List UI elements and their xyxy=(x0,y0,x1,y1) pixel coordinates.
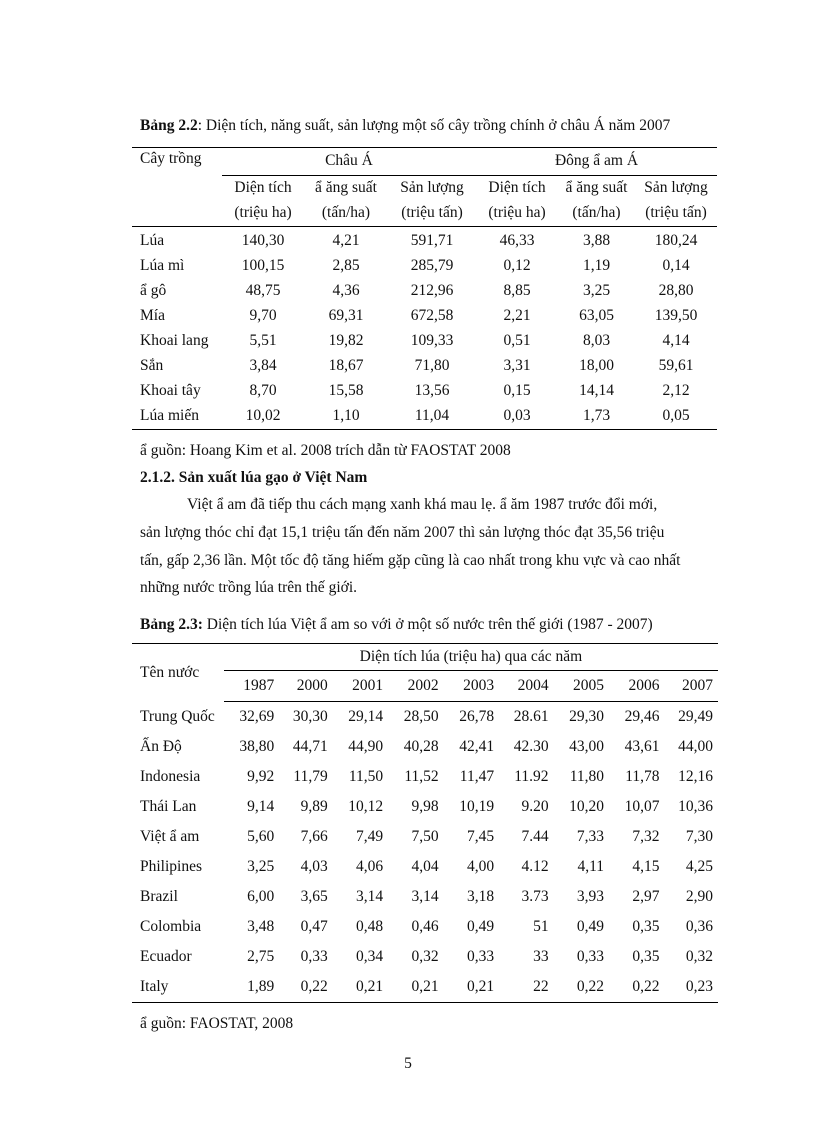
table-cell: 0,14 xyxy=(662,257,690,274)
row-label: Mía xyxy=(140,307,165,324)
table-cell: 10,07 xyxy=(624,798,660,815)
metric-header: Diện tích xyxy=(488,179,546,196)
table-cell: 71,80 xyxy=(414,357,450,374)
section-paragraph xyxy=(140,491,720,602)
table-cell: 43,00 xyxy=(569,738,605,755)
unit-header: (tấn/ha) xyxy=(304,201,388,227)
table-cell: 18,00 xyxy=(579,357,614,374)
table-cell: 0,48 xyxy=(356,918,384,935)
table-cell: 3.73 xyxy=(521,888,549,905)
row-label: Lúa miến xyxy=(132,404,222,430)
table-row xyxy=(132,762,718,792)
table-cell: 7,66 xyxy=(300,828,328,845)
table-cell: 0,35 xyxy=(632,918,660,935)
row-label: Colombia xyxy=(140,918,202,935)
col-country-header: Tên nước xyxy=(132,644,224,702)
table-cell: 139,50 xyxy=(654,307,698,324)
table-cell: 5,60 xyxy=(247,828,275,845)
table-cell: 69,31 xyxy=(328,307,364,324)
table-cell: 28,80 xyxy=(658,282,694,299)
row-label: Philipines xyxy=(140,858,203,875)
row-label: Lúa mì xyxy=(140,257,185,274)
table-cell: 46,33 xyxy=(499,232,535,249)
table-2-3-body xyxy=(132,702,718,1003)
table-cell: 11,47 xyxy=(459,768,495,785)
col-crop-header: Cây trồng xyxy=(132,148,222,176)
row-label: Khoai tây xyxy=(140,382,201,399)
paragraph-line: những nước trồng lúa trên thế giới. xyxy=(140,579,357,597)
table-cell: 285,79 xyxy=(410,257,454,274)
row-label: Ecuador xyxy=(140,948,192,965)
table-cell: 7,32 xyxy=(632,828,660,845)
table-row xyxy=(132,379,717,404)
table-cell: 11,79 xyxy=(293,768,328,785)
table-row xyxy=(132,354,717,379)
table-cell: 9,98 xyxy=(411,798,439,815)
table-cell: 3,93 xyxy=(576,888,605,905)
table-cell: 43,61 xyxy=(624,738,660,755)
table-cell: 3,88 xyxy=(582,232,611,249)
unit-header-row xyxy=(132,201,717,227)
table-cell: 4.12 xyxy=(521,858,549,875)
table-cell: 2,21 xyxy=(503,307,531,324)
table-cell: 3,84 xyxy=(249,357,277,374)
year-header: 2004 xyxy=(499,671,553,702)
table-cell: 9,92 xyxy=(247,768,275,785)
table-cell: 10,36 xyxy=(678,798,713,815)
table-cell: 26,78 xyxy=(459,708,495,725)
table-2-3 xyxy=(132,643,718,1003)
table-cell: 100,15 xyxy=(241,257,285,274)
row-label: ẩ gô xyxy=(140,282,167,299)
table-cell: 0,49 xyxy=(576,918,605,935)
table-cell: 29,49 xyxy=(678,708,713,725)
table-cell: 42,41 xyxy=(459,738,495,755)
table-cell: 109,33 xyxy=(410,332,454,349)
paragraph-line: sản lượng thóc chỉ đạt 15,1 triệu tấn đến năm 2007 thì sản lượng thóc đạt 35,56 triệu xyxy=(140,523,665,541)
table-cell: 29,46 xyxy=(624,708,660,725)
table-cell: 0,21 xyxy=(444,972,499,1003)
table-cell: 44,00 xyxy=(678,738,713,755)
table-cell: 10,20 xyxy=(569,798,605,815)
table-cell: 140,30 xyxy=(241,232,285,249)
table-cell: 8,70 xyxy=(249,382,277,399)
table-cell: 28.61 xyxy=(513,708,549,725)
table-cell: 63,05 xyxy=(579,307,614,324)
table-header-row xyxy=(132,148,717,176)
table-cell: 3,25 xyxy=(582,282,611,299)
unit-header: (triệu ha) xyxy=(222,201,304,227)
table-cell: 15,58 xyxy=(328,382,364,399)
table-cell: 2,97 xyxy=(632,888,660,905)
table-cell: 42.30 xyxy=(513,738,549,755)
table-2-2 xyxy=(132,147,717,430)
table-cell: 9,89 xyxy=(300,798,328,815)
table-row xyxy=(132,822,718,852)
caption-text: : Diện tích, năng suất, sản lượng một số cây trồng chính ở châu Á năm 2007 xyxy=(197,117,671,134)
table-cell: 44,71 xyxy=(292,738,328,755)
table-cell: 0,35 xyxy=(632,948,660,965)
year-header: 2006 xyxy=(609,671,664,702)
table-cell: 8,03 xyxy=(582,332,611,349)
paragraph-line: Việt ẩ am đã tiếp thu cách mạng xanh khá mau lẹ. ẩ ăm 1987 trước đổi mới, xyxy=(187,496,658,513)
table-cell: 1,73 xyxy=(558,404,635,430)
table-cell: 0,15 xyxy=(503,382,531,399)
row-label: Ấn Độ xyxy=(140,738,182,755)
table-cell: 2,75 xyxy=(247,948,275,965)
table-cell: 19,82 xyxy=(328,332,364,349)
row-label: Italy xyxy=(132,972,224,1003)
table-cell: 10,12 xyxy=(348,798,384,815)
table-cell: 59,61 xyxy=(658,357,694,374)
metric-header-row xyxy=(132,175,717,201)
table-cell: 51 xyxy=(533,918,549,935)
metric-header: ẩ ăng suất xyxy=(565,179,628,196)
table-row xyxy=(132,972,718,1003)
table-cell: 7,49 xyxy=(356,828,384,845)
table-cell: 4,04 xyxy=(411,858,439,875)
table-cell: 7,50 xyxy=(411,828,439,845)
table-cell: 11,52 xyxy=(404,768,439,785)
table-cell: 3,18 xyxy=(466,888,495,905)
table-cell: 0,21 xyxy=(333,972,388,1003)
table-row xyxy=(132,702,718,733)
table-cell: 672,58 xyxy=(410,307,454,324)
table-cell: 32,69 xyxy=(239,708,275,725)
year-header: 1987 xyxy=(224,671,279,702)
table-cell: 4,00 xyxy=(466,858,495,875)
caption-text: Diện tích lúa Việt ẩ am so với ở một số nước trên thế giới (1987 - 2007) xyxy=(202,616,653,633)
unit-header: (triệu tấn) xyxy=(388,201,476,227)
table-cell: 33 xyxy=(533,948,549,965)
group-header-asia: Châu Á xyxy=(222,148,476,176)
table-cell: 48,75 xyxy=(245,282,281,299)
paragraph-line: tấn, gấp 2,36 lần. Một tốc độ tăng hiếm gặp cũng là cao nhất trong khu vực và cao nhất xyxy=(140,551,681,569)
metric-header: ẩ ăng suất xyxy=(315,179,377,196)
table-cell: 11,78 xyxy=(625,768,660,785)
table-row xyxy=(132,792,718,822)
table-cell: 11.92 xyxy=(514,768,549,785)
row-label: Lúa xyxy=(140,232,165,249)
table-row xyxy=(132,329,717,354)
table-cell: 0,21 xyxy=(388,972,443,1003)
table-cell: 30,30 xyxy=(292,708,328,725)
table-2-3-source: ẩ guồn: FAOSTAT, 2008 xyxy=(140,1015,294,1032)
table-cell: 0,32 xyxy=(685,948,713,965)
table-row xyxy=(132,942,718,972)
table-cell: 4,14 xyxy=(662,332,690,349)
table-cell: 0,33 xyxy=(466,948,495,965)
table-cell: 0,23 xyxy=(665,972,719,1003)
metric-header: Sản lượng xyxy=(400,179,464,196)
section-heading: 2.1.2. Sản xuất lúa gạo ở Việt Nam xyxy=(140,469,368,486)
table-cell: 5,51 xyxy=(249,332,277,349)
table-cell: 1,89 xyxy=(224,972,279,1003)
year-header: 2002 xyxy=(388,671,443,702)
table-cell: 29,14 xyxy=(348,708,384,725)
table-cell: 4,03 xyxy=(300,858,328,875)
table-cell: 0,47 xyxy=(300,918,328,935)
table-cell: 3,48 xyxy=(247,918,275,935)
table-cell: 22 xyxy=(499,972,553,1003)
table-cell: 7.44 xyxy=(521,828,549,845)
table-cell: 0,33 xyxy=(576,948,605,965)
row-label: Trung Quốc xyxy=(140,707,215,725)
table-cell: 0,05 xyxy=(635,404,717,430)
table-cell: 13,56 xyxy=(414,382,450,399)
table-cell: 9,70 xyxy=(249,307,277,324)
table-row xyxy=(132,882,718,912)
table-2-3-caption xyxy=(140,616,720,634)
table-2-2-body xyxy=(132,226,717,429)
unit-header: (tấn/ha) xyxy=(558,201,635,227)
table-cell: 7,33 xyxy=(576,828,605,845)
table-cell: 44,90 xyxy=(348,738,384,755)
table-cell: 3,14 xyxy=(356,888,384,905)
table-header-row xyxy=(132,644,718,671)
table-cell: 12,16 xyxy=(678,768,713,785)
table-cell: 28,50 xyxy=(403,708,439,725)
table-cell: 7,45 xyxy=(466,828,495,845)
unit-header: (triệu ha) xyxy=(476,201,558,227)
table-cell: 0,51 xyxy=(503,332,531,349)
metric-header: Diện tích xyxy=(234,179,292,196)
table-cell: 11,04 xyxy=(388,404,476,430)
table-cell: 0,03 xyxy=(476,404,558,430)
table-cell: 8,85 xyxy=(503,282,531,299)
table-cell: 212,96 xyxy=(410,282,454,299)
table-cell: 10,02 xyxy=(222,404,304,430)
table-cell: 11,80 xyxy=(569,768,605,785)
table-row xyxy=(132,304,717,329)
table-cell: 6,00 xyxy=(247,888,275,905)
table-cell: 0,22 xyxy=(279,972,332,1003)
table-cell: 0,49 xyxy=(466,918,495,935)
table-cell: 3,14 xyxy=(411,888,439,905)
table-row xyxy=(132,852,718,882)
metric-header: Sản lượng xyxy=(644,179,708,196)
page-number: 5 xyxy=(404,1055,412,1072)
table-cell: 0,46 xyxy=(411,918,439,935)
caption-label: Bảng 2.2 xyxy=(140,117,198,134)
row-label: Sắn xyxy=(140,357,164,374)
table-2-2-source: ẩ guồn: Hoang Kim et al. 2008 trích dẫn từ FAOSTAT 2008 xyxy=(140,442,511,459)
table-cell: 3,25 xyxy=(247,858,275,875)
group-header-area: Diện tích lúa (triệu ha) qua các năm xyxy=(224,644,718,671)
table-cell: 1,19 xyxy=(582,257,611,274)
row-label: Khoai lang xyxy=(140,332,209,349)
table-cell: 4,21 xyxy=(332,232,360,249)
table-row xyxy=(132,912,718,942)
table-cell: 3,31 xyxy=(503,357,531,374)
table-cell: 4,11 xyxy=(577,858,605,875)
caption-label: Bảng 2.3: xyxy=(140,616,203,633)
table-row xyxy=(132,732,718,762)
table-cell: 4,36 xyxy=(332,282,360,299)
table-cell: 9,14 xyxy=(247,798,275,815)
table-cell: 1,10 xyxy=(304,404,388,430)
table-2-2-caption xyxy=(140,117,720,135)
table-cell: 7,30 xyxy=(685,828,713,845)
unit-header: (triệu tấn) xyxy=(635,201,717,227)
year-header: 2007 xyxy=(665,671,719,702)
table-cell: 2,12 xyxy=(662,382,690,399)
table-cell: 591,71 xyxy=(410,232,454,249)
table-cell: 0,22 xyxy=(609,972,664,1003)
year-header: 2000 xyxy=(279,671,332,702)
table-cell: 4,25 xyxy=(685,858,713,875)
table-cell: 0,32 xyxy=(411,948,439,965)
table-cell: 0,12 xyxy=(503,257,531,274)
table-cell: 9.20 xyxy=(521,798,549,815)
table-cell: 0,34 xyxy=(356,948,384,965)
table-cell: 14,14 xyxy=(579,382,614,399)
table-row xyxy=(132,254,717,279)
table-cell: 10,19 xyxy=(459,798,495,815)
table-cell: 4,06 xyxy=(356,858,384,875)
table-cell: 3,65 xyxy=(300,888,328,905)
table-row xyxy=(132,226,717,254)
table-cell: 29,30 xyxy=(569,708,605,725)
year-header: 2001 xyxy=(333,671,388,702)
table-cell: 180,24 xyxy=(654,232,698,249)
table-cell: 4,15 xyxy=(632,858,660,875)
table-row xyxy=(132,279,717,304)
table-cell: 2,90 xyxy=(685,888,713,905)
table-cell: 40,28 xyxy=(403,738,439,755)
row-label: Thái Lan xyxy=(140,798,197,815)
table-cell: 38,80 xyxy=(239,738,275,755)
row-label: Indonesia xyxy=(140,768,201,785)
table-cell: 11,50 xyxy=(348,768,384,785)
group-header-east-asia: Đông ẩ am Á xyxy=(476,148,717,176)
table-cell: 0,33 xyxy=(300,948,328,965)
table-row xyxy=(132,404,717,430)
row-label: Brazil xyxy=(140,888,178,905)
year-header: 2003 xyxy=(444,671,499,702)
row-label: Việt ẩ am xyxy=(140,828,200,845)
year-header: 2005 xyxy=(554,671,609,702)
table-cell: 0,36 xyxy=(685,918,713,935)
table-cell: 18,67 xyxy=(328,357,364,374)
table-cell: 2,85 xyxy=(332,257,360,274)
table-cell: 0,22 xyxy=(554,972,609,1003)
